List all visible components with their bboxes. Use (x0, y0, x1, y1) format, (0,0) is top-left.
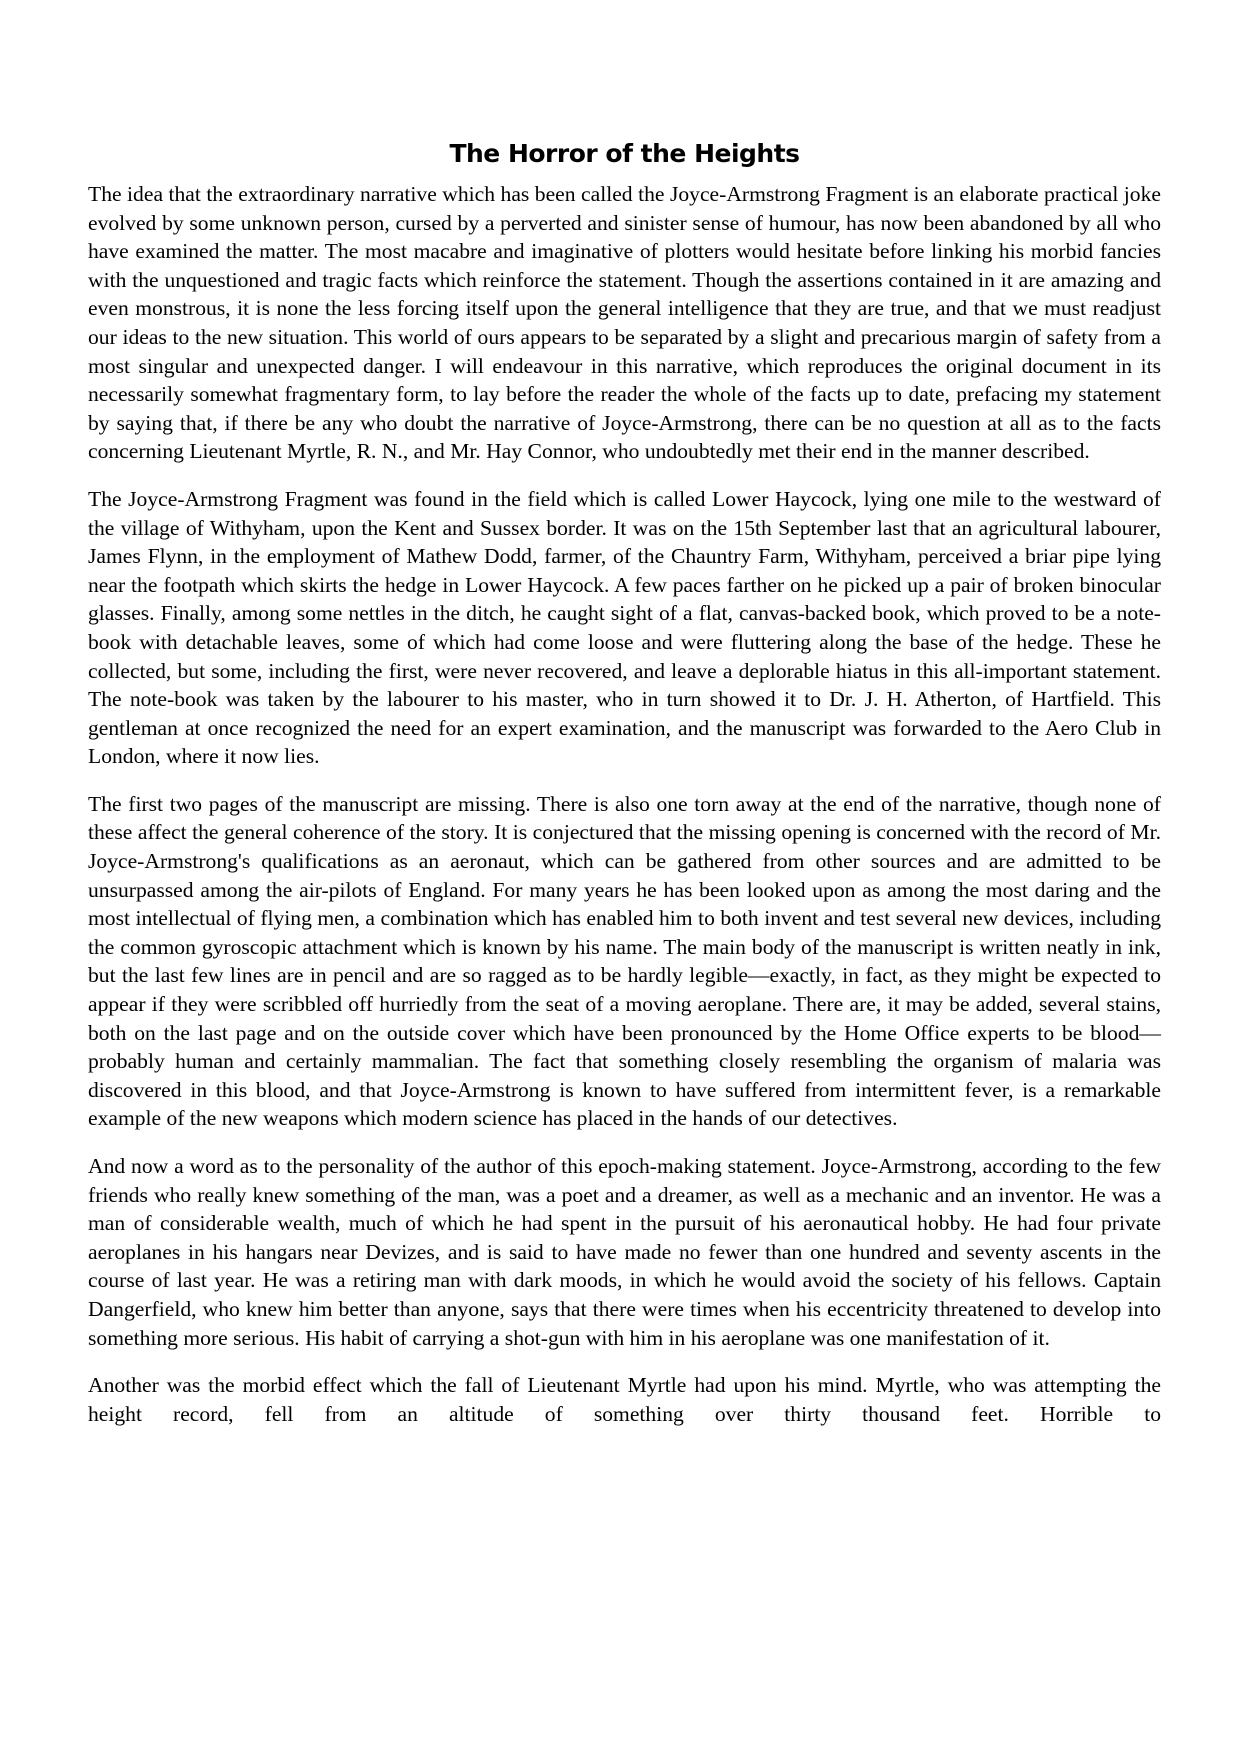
paragraph: The Joyce-Armstrong Fragment was found in the field which is called Lower Haycock, lying one mile to the westward of the village of Withyham, upon the Kent and Sussex border. It was on the 15th September last that an agricultural labourer, James Flynn, in the employment of Mathew Dodd, farmer, of the Chauntry Farm, Withyham, perceived a briar pipe lying near the footpath which skirts the hedge in Lower Haycock. A few paces farther on he picked up a pair of broken binocular glasses. Finally, among some nettles in the ditch, he caught sight of a flat, canvas-backed book, which proved to be a note-book with detachable leaves, some of which had come loose and were fluttering along the base of the hedge. These he collected, but some, including the first, were never recovered, and leave a deplorable hiatus in this all-important statement. The note-book was taken by the labourer to his master, who in turn showed it to Dr. J. H. Atherton, of Hartfield. This gentleman at once recognized the need for an expert examination, and the manuscript was forwarded to the Aero Club in London, where it now lies. (88, 486, 1161, 769)
paragraph: Another was the morbid effect which the fall of Lieutenant Myrtle had upon his mind. Myrtle, who was attempting the height record, fell from an altitude of something over thirty thousand feet. Horrible to (88, 1373, 1161, 1426)
paragraph: The idea that the extraordinary narrative which has been called the Joyce-Armstrong Fragment is an elaborate practical joke evolved by some unknown person, cursed by a perverted and sinister sense of humour, has now been abandoned by all who have examined the matter. The most macabre and imaginative of plotters would hesitate before linking his morbid fancies with the unquestioned and tragic facts which reinforce the statement. Though the assertions contained in it are amazing and even monstrous, it is none the less forcing itself upon the general intelligence that they are true, and that we must readjust our ideas to the new situation. This world of ours appears to be separated by a slight and precarious margin of safety from a most singular and unexpected danger. I will endeavour in this narrative, which reproduces the original document in its necessarily somewhat fragmentary form, to lay before the reader the whole of the facts up to date, prefacing my statement by saying that, if there be any who doubt the narrative of Joyce-Armstrong, there can be no question at all as to the facts concerning Lieutenant Myrtle, R. N., and Mr. Hay Connor, who undoubtedly met their end in the manner described. (88, 182, 1161, 464)
document-page (88, 136, 1161, 1447)
document-title: The Horror of the Heights (449, 139, 800, 168)
paragraph: And now a word as to the personality of the author of this epoch-making statement. Joyce-Armstrong, according to the few friends who really knew something of the man, was a poet and a dreamer, as well as a mechanic and an inventor. He was a man of considerable wealth, much of which he had spent in the pursuit of his aeronautical hobby. He had four private aeroplanes in his hangars near Devizes, and is said to have made no fewer than one hundred and seventy ascents in the course of last year. He was a retiring man with dark moods, in which he would avoid the society of his fellows. Captain Dangerfield, who knew him better than anyone, says that there were times when his eccentricity threatened to develop into something more serious. His habit of carrying a shot-gun with him in his aeroplane was one manifestation of it. (88, 1154, 1161, 1350)
paragraph: The first two pages of the manuscript are missing. There is also one torn away at the end of the narrative, though none of these affect the general coherence of the story. It is conjectured that the missing opening is concerned with the record of Mr. Joyce-Armstrong's qualifications as an aeronaut, which can be gathered from other sources and are admitted to be unsurpassed among the air-pilots of England. For many years he has been looked upon as among the most daring and the most intellectual of flying men, a combination which has enabled him to both invent and test several new devices, including the common gyroscopic attachment which is known by his name. The main body of the manuscript is written neatly in ink, but the last few lines are in pencil and are so ragged as to be hardly legible—exactly, in fact, as they might be expected to appear if they were scribbled off hurriedly from the seat of a moving aeroplane. There are, it may be added, several stains, both on the last page and on the outside cover which have been pronounced by the Home Office experts to be blood—probably human and certainly mammalian. The fact that something closely resembling the organism of malaria was discovered in this blood, and that Joyce-Armstrong is known to have suffered from intermittent fever, is a remarkable example of the new weapons which modern science has placed in the hands of our detectives. (88, 791, 1161, 1131)
